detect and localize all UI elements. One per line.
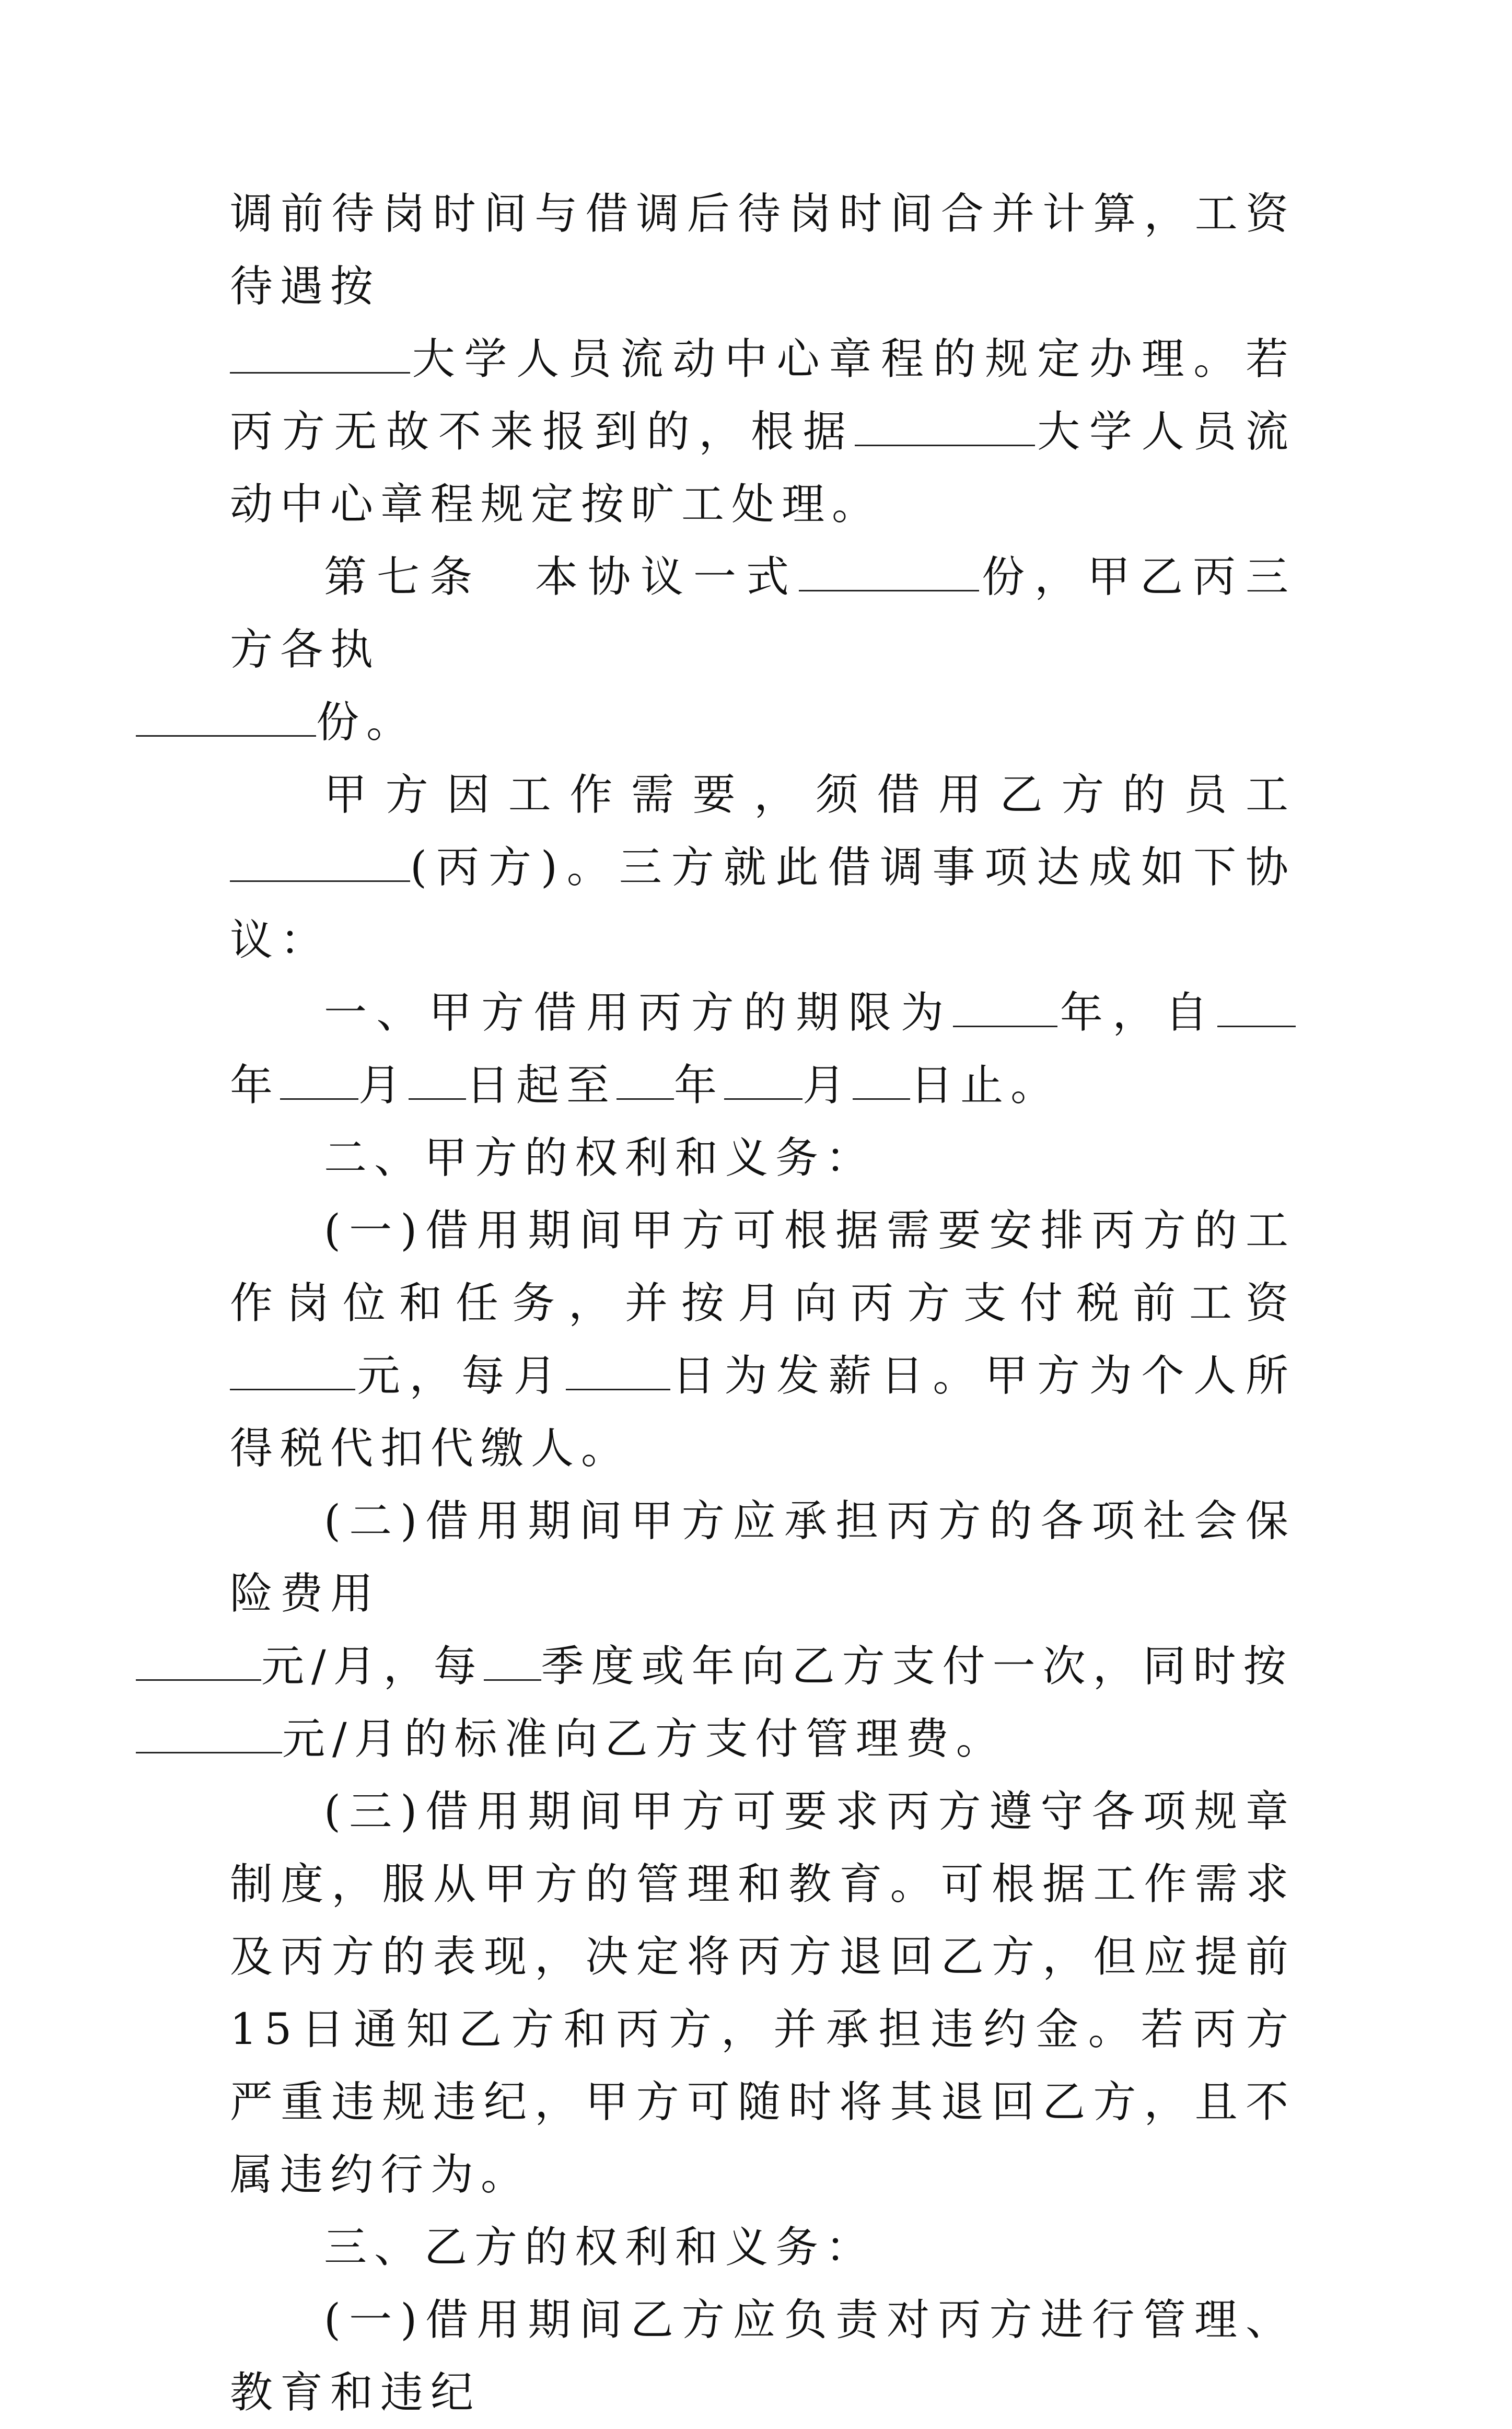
fill-blank-insurance-amount[interactable]: [136, 1643, 261, 1681]
text: 元，每月: [355, 1351, 566, 1401]
text: 季度或年向乙方支付一次，同时按: [541, 1642, 1294, 1691]
fill-blank-start-month[interactable]: [280, 1062, 358, 1100]
document-page: [230, 178, 1296, 2429]
fill-blank-end-day[interactable]: [853, 1062, 910, 1100]
fill-blank-payday[interactable]: [566, 1352, 670, 1390]
paragraph-article-seven: [230, 541, 1296, 759]
fill-blank-pretax-wage[interactable]: [230, 1352, 355, 1390]
fill-blank-end-month[interactable]: [724, 1062, 802, 1100]
paragraph-intro: [230, 759, 1296, 977]
text: 月: [358, 1061, 409, 1110]
fill-blank-employee-name[interactable]: [230, 844, 410, 882]
text: (一)借用期间乙方应负责对丙方进行管理、教育和违纪: [230, 2295, 1296, 2418]
text: 年: [230, 1061, 281, 1110]
text: 日为发薪日。甲方为个人所得税代扣代缴人。: [230, 1351, 1296, 1473]
paragraph-party-a-item-2: [230, 1485, 1296, 1775]
fill-blank-copies-total[interactable]: [799, 553, 979, 591]
text: (一)借用期间甲方可根据需要安排丙方的工作岗位和任务，并按月向丙方支付税前工资: [230, 1206, 1296, 1328]
text: 一、甲方借用丙方的期限为: [324, 988, 953, 1038]
heading-party-b-rights: [230, 2211, 1296, 2284]
paragraph-party-a-item-1: [230, 1194, 1296, 1485]
text: (三)借用期间甲方可要求丙方遵守各项规章制度，服从甲方的管理和教育。可根据工作需求及丙方的表现，决定将丙方退回乙方，但应提前15日通知乙方和丙方，并承担违约金。若丙方严重违规违纪，甲方可随时将其退回乙方，且不属违约行为。: [230, 1787, 1296, 2200]
text: 甲方因工作需要，须借用乙方的员工: [324, 770, 1296, 820]
paragraph-term: [230, 977, 1296, 1122]
text: 大学人员流动中心章程规定按旷工处理。: [230, 407, 1296, 529]
text: 日起至: [466, 1061, 617, 1110]
fill-blank-end-year[interactable]: [617, 1062, 674, 1100]
heading-party-a-rights: [230, 1122, 1296, 1194]
text: 第七条 本协议一式: [324, 552, 799, 602]
text: 元/月的标准向乙方支付管理费。: [282, 1714, 1006, 1764]
text: 调前待岗时间与借调后待岗时间合并计算，工资待遇按: [230, 189, 1296, 311]
text: (丙方)。三方就此借调事项达成如下协议：: [230, 843, 1296, 965]
fill-blank-management-fee[interactable]: [136, 1715, 282, 1753]
fill-blank-payment-period[interactable]: [484, 1643, 541, 1681]
text: 年: [674, 1061, 725, 1110]
text: 三、乙方的权利和义务：: [324, 2223, 876, 2272]
fill-blank-university-name[interactable]: [855, 408, 1035, 446]
text: 份，甲乙丙三方各执: [230, 552, 1296, 675]
fill-blank-term-years[interactable]: [953, 989, 1057, 1027]
paragraph-wage-treatment: [230, 178, 1296, 541]
paragraph-party-b-item-1: [230, 2284, 1296, 2429]
paragraph-party-a-item-3: [230, 1775, 1296, 2211]
text: 元/月，每: [261, 1642, 484, 1691]
text: 日止。: [910, 1061, 1061, 1110]
fill-blank-start-day[interactable]: [409, 1062, 466, 1100]
text: 年，自: [1057, 988, 1217, 1038]
fill-blank-copies-each[interactable]: [136, 699, 316, 737]
text: 二、甲方的权利和义务：: [324, 1133, 876, 1183]
text: 大学人员流动中心章程的规定办理。若丙方无故不来报到的，根据: [230, 334, 1296, 457]
text: 份。: [316, 698, 417, 747]
fill-blank-start-year[interactable]: [1217, 989, 1296, 1027]
text: 月: [802, 1061, 853, 1110]
text: (二)借用期间甲方应承担丙方的各项社会保险费用: [230, 1496, 1296, 1619]
fill-blank-university-name[interactable]: [230, 335, 410, 374]
